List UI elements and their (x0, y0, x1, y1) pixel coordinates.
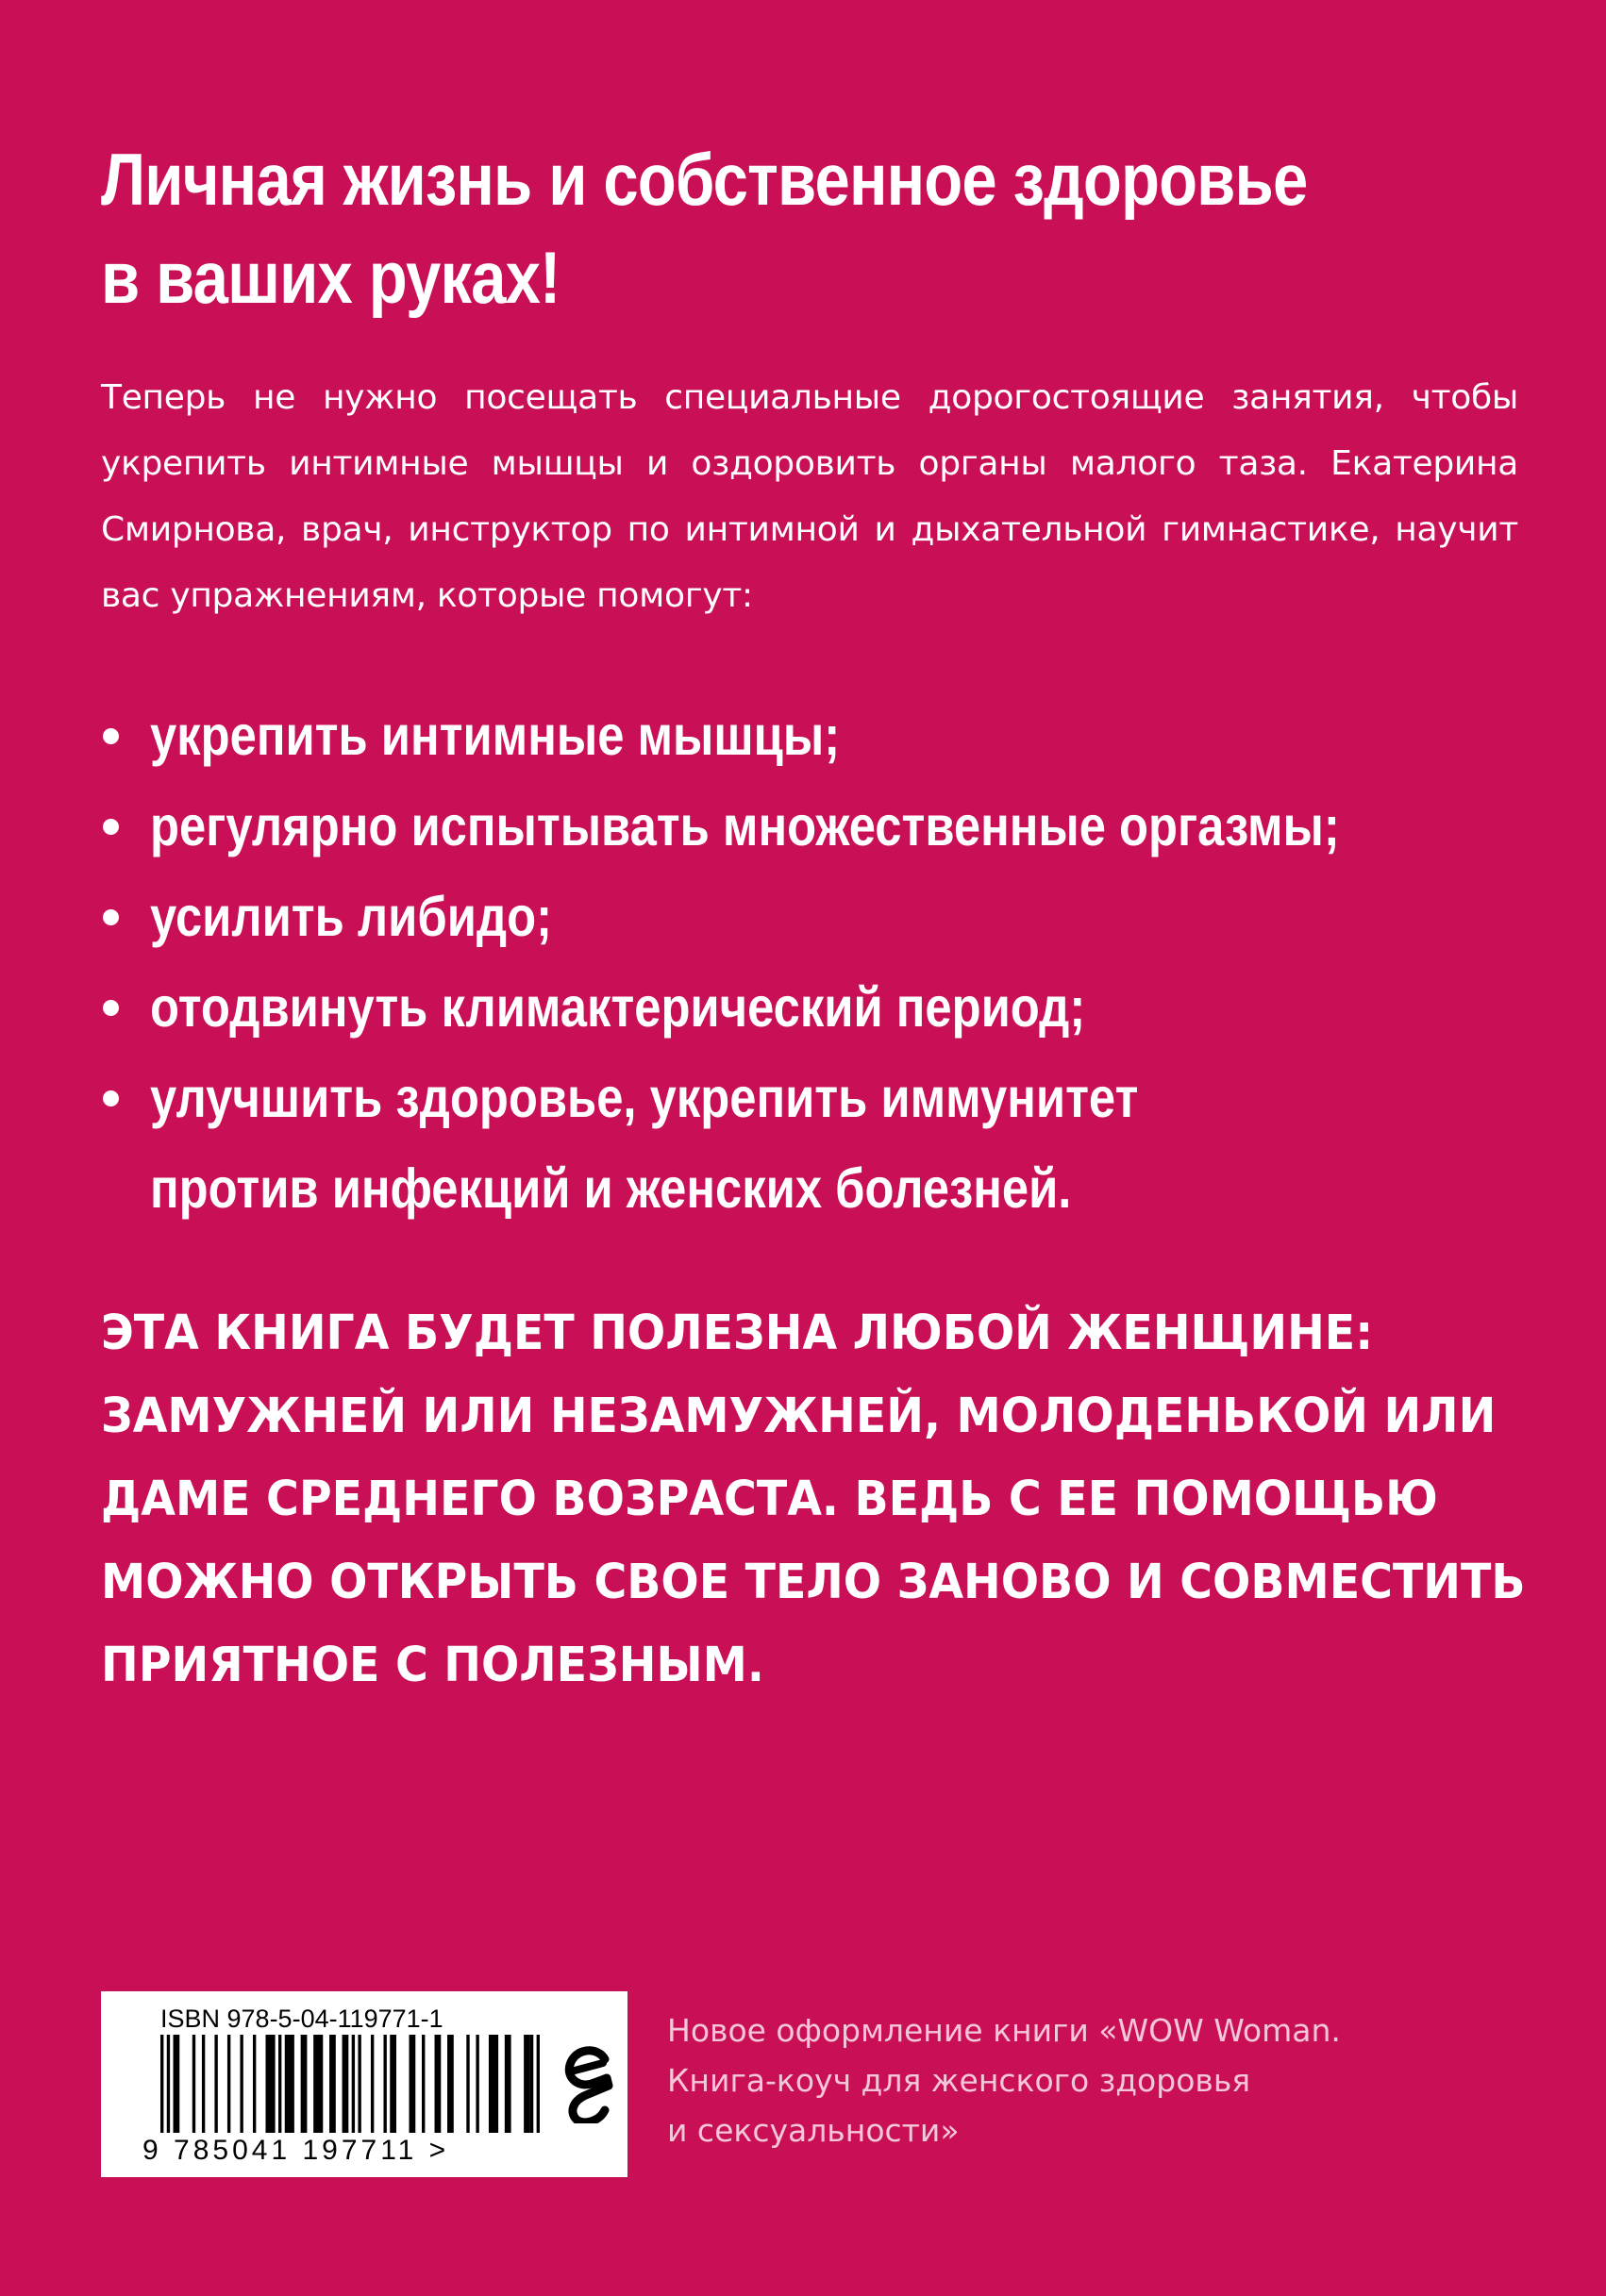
barcode-bar (192, 2035, 195, 2133)
benefit-text: усилить либидо; (150, 886, 552, 948)
audience-line: ЗАМУЖНЕЙ ИЛИ НЕЗАМУЖНЕЙ, МОЛОДЕНЬКОЙ ИЛИ (101, 1389, 1497, 1444)
barcode (160, 2035, 540, 2133)
benefit-text: укрепить интимные мышцы; (150, 705, 841, 767)
bullet-icon (103, 1090, 119, 1106)
barcode-bar (167, 2035, 170, 2133)
benefit-item (101, 872, 1573, 962)
barcode-bar (358, 2035, 360, 2133)
barcode-bar (329, 2035, 336, 2133)
benefit-text: отодвинуть климактерический период; (150, 976, 1086, 1039)
bullet-icon (103, 819, 119, 835)
barcode-bar (505, 2035, 511, 2133)
benefit-item (101, 781, 1573, 872)
barcode-bar (214, 2035, 217, 2133)
eksmo-logo-icon (561, 2042, 618, 2123)
headline-line: в ваших руках! (101, 236, 560, 319)
barcode-bar (265, 2035, 275, 2133)
edition-note (667, 2005, 1516, 2155)
audience-line: ЭТА КНИГА БУДЕТ ПОЛЕЗНА ЛЮБОЙ ЖЕНЩИНЕ: (101, 1306, 1374, 1361)
barcode-bar (313, 2035, 323, 2133)
barcode-bar (466, 2035, 469, 2133)
benefit-item (101, 690, 1573, 781)
edition-note-line: Новое оформление книги «WOW Woman. (667, 2012, 1341, 2049)
benefit-item (101, 1053, 1573, 1234)
barcode-digits: 9 785041 197711 > (142, 2135, 450, 2166)
barcode-bar (301, 2035, 308, 2133)
barcode-bar (489, 2035, 498, 2133)
barcode-bar (202, 2035, 205, 2133)
benefits-list (101, 690, 1573, 1234)
edition-note-line: Книга-коуч для женского здоровья (667, 2062, 1251, 2099)
audience-line: ДАМЕ СРЕДНЕГО ВОЗРАСТА. ВЕДЬ С ЕЕ ПОМОЩЬЮ (101, 1472, 1438, 1527)
headline (101, 130, 1334, 326)
barcode-bar (343, 2035, 349, 2133)
barcode-bar (278, 2035, 281, 2133)
bullet-icon (103, 1000, 119, 1016)
barcode-bar (447, 2035, 454, 2133)
benefit-item (101, 962, 1573, 1053)
barcode-bar (422, 2035, 425, 2133)
benefit-text: против инфекций и женских болезней. (150, 1157, 1072, 1220)
barcode-bar (240, 2035, 243, 2133)
intro-paragraph: Теперь не нужно посещать специальные дорогостоящие занятия, чтобы укрепить интимные мышцы и оздоровить органы малого таза. Екатерина Смирнова, врач, инструктор по интимной и дыхательной гимнастике, научит вас упражнениям, которые помогут: (101, 378, 1518, 615)
barcode-bar (160, 2035, 163, 2133)
benefit-text: улучшить здоровье, укрепить иммунитет (150, 1067, 1139, 1129)
barcode-bar (530, 2035, 533, 2133)
barcode-bar (410, 2035, 416, 2133)
barcode-bar (537, 2035, 540, 2133)
benefit-text: регулярно испытывать множественные оргазмы; (150, 795, 1340, 857)
edition-note-line: и сексуальности» (667, 2112, 960, 2149)
barcode-bar (383, 2035, 386, 2133)
barcode-bar (285, 2035, 294, 2133)
barcode-bar (390, 2035, 396, 2133)
headline-line: Личная жизнь и собственное здоровье (101, 138, 1308, 221)
barcode-bar (174, 2035, 180, 2133)
audience-line: ПРИЯТНОЕ С ПОЛЕЗНЫМ. (101, 1638, 764, 1693)
barcode-bar (524, 2035, 530, 2133)
barcode-bar (227, 2035, 230, 2133)
barcode-bar (352, 2035, 355, 2133)
barcode-bar (476, 2035, 478, 2133)
barcode-bar (253, 2035, 256, 2133)
barcode-bar (371, 2035, 374, 2133)
audience-statement (101, 1292, 1573, 1707)
audience-line: МОЖНО ОТКРЫТЬ СВОЕ ТЕЛО ЗАНОВО И СОВМЕСТИТЬ (101, 1555, 1526, 1610)
barcode-bar (435, 2035, 442, 2133)
bullet-icon (103, 728, 119, 744)
isbn-barcode-box (101, 1991, 627, 2177)
isbn-label: ISBN 978-5-04-119771-1 (160, 2005, 443, 2033)
bullet-icon (103, 909, 119, 925)
